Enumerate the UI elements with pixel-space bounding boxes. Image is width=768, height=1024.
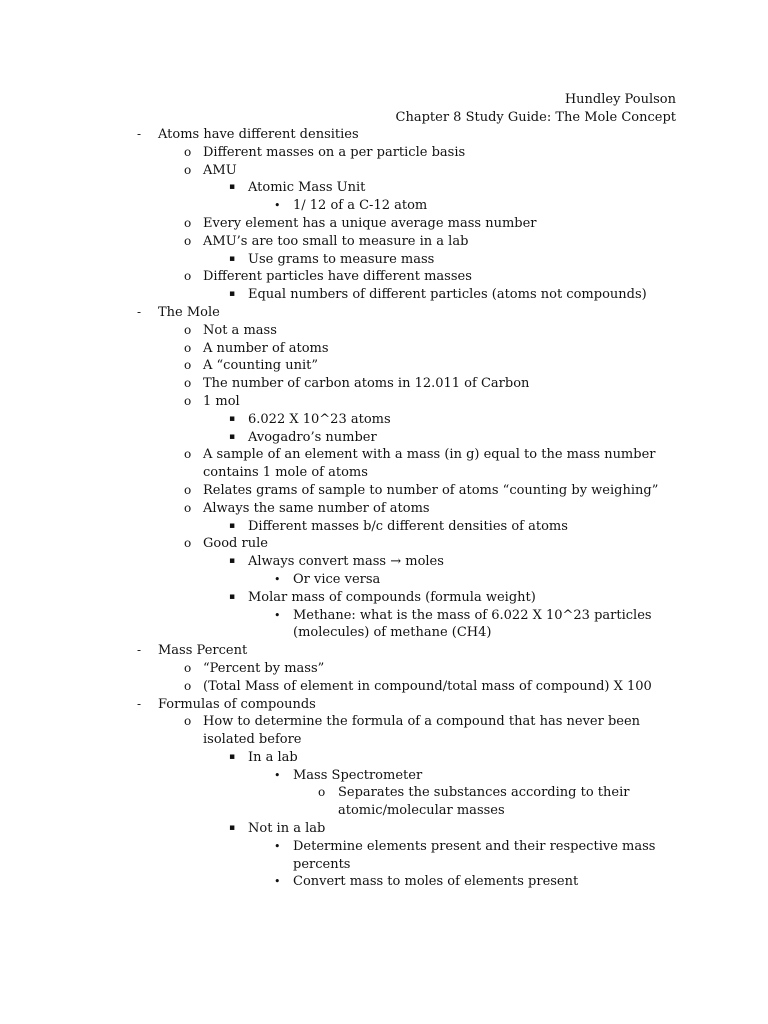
outline-item-level-2 — [0, 144, 768, 162]
outline-item-text: percents — [293, 856, 351, 872]
bullet-marker-icon: o — [184, 162, 192, 177]
bullet-marker-icon: ▪ — [229, 253, 236, 264]
outline-item-text: A number of atoms — [203, 340, 329, 356]
bullet-marker-icon: - — [137, 127, 142, 141]
bullet-marker-icon: o — [184, 215, 192, 230]
outline-item-text: In a lab — [248, 749, 298, 765]
outline-item-level-1 — [0, 126, 768, 144]
outline-item-level-4 — [0, 767, 768, 785]
outline-item-level-3 — [0, 251, 768, 269]
outline-item-level-2 — [0, 322, 768, 340]
outline-item-text: Relates grams of sample to number of atoms “counting by weighing” — [203, 482, 659, 498]
outline-item-text: Or vice versa — [293, 571, 381, 587]
outline-item-text: Different masses on a per particle basis — [203, 144, 466, 160]
bullet-marker-icon: o — [184, 340, 192, 355]
outline-item-level-2 — [0, 678, 768, 696]
outline-item-level-3 — [0, 179, 768, 197]
bullet-marker-icon: o — [184, 678, 192, 693]
bullet-marker-icon: • — [274, 572, 281, 586]
outline-item-text: Mass Percent — [158, 643, 248, 659]
bullet-marker-icon: ▪ — [229, 823, 236, 834]
outline-item-level-5 — [0, 784, 768, 802]
outline-item-text: Always the same number of atoms — [203, 500, 430, 516]
bullet-marker-icon: ▪ — [229, 591, 236, 602]
study-guide-outline — [0, 126, 768, 891]
bullet-marker-icon: o — [184, 660, 192, 675]
outline-item-level-2 — [0, 446, 768, 464]
bullet-marker-icon: ▪ — [229, 556, 236, 567]
outline-item-level-3 — [0, 589, 768, 607]
bullet-marker-icon: ▪ — [229, 182, 236, 193]
outline-item-text: Always convert mass → moles — [248, 554, 444, 570]
outline-item-text: How to determine the formula of a compound that has never been — [203, 714, 641, 730]
bullet-marker-icon: o — [184, 536, 192, 551]
bullet-marker-icon: o — [184, 269, 192, 284]
outline-item-level-2 — [0, 340, 768, 358]
outline-item-text: 1/ 12 of a C-12 atom — [293, 198, 428, 214]
bullet-marker-icon: o — [184, 482, 192, 497]
outline-item-level-3 — [0, 411, 768, 429]
outline-item-level-2 — [0, 233, 768, 251]
outline-item-text: isolated before — [203, 732, 302, 748]
bullet-marker-icon: • — [274, 199, 281, 213]
outline-item-text: A sample of an element with a mass (in g) equal to the mass number — [203, 447, 656, 463]
bullet-marker-icon: • — [274, 839, 281, 853]
outline-item-text: Formulas of compounds — [158, 696, 316, 712]
bullet-marker-icon: - — [137, 643, 142, 658]
author-name: Hundley Poulson — [564, 92, 676, 107]
outline-item-text: Molar mass of compounds (formula weight) — [248, 589, 536, 605]
document-header — [396, 91, 676, 126]
outline-item-continuation — [0, 624, 768, 642]
outline-item-continuation — [0, 802, 768, 820]
outline-item-text: Avogadro’s number — [248, 429, 377, 445]
outline-item-text: Good rule — [203, 536, 268, 552]
outline-item-level-4 — [0, 838, 768, 856]
outline-item-text: 6.022 X 10^23 atoms — [248, 411, 391, 427]
bullet-marker-icon: o — [184, 322, 192, 337]
outline-item-text: contains 1 mole of atoms — [203, 465, 368, 481]
bullet-marker-icon: • — [274, 768, 281, 782]
outline-item-text: Convert mass to moles of elements present — [293, 874, 579, 890]
outline-item-text: Different particles have different masses — [203, 269, 472, 285]
outline-item-level-4 — [0, 571, 768, 589]
outline-item-level-3 — [0, 429, 768, 447]
outline-item-level-3 — [0, 286, 768, 304]
outline-item-text: atomic/molecular masses — [338, 803, 505, 819]
outline-item-text: A “counting unit” — [203, 358, 319, 374]
bullet-marker-icon: o — [318, 785, 326, 800]
outline-item-level-3 — [0, 749, 768, 767]
outline-item-level-4 — [0, 873, 768, 891]
outline-item-level-2 — [0, 268, 768, 286]
bullet-marker-icon: o — [184, 714, 192, 729]
outline-item-text: Not a mass — [203, 322, 277, 338]
outline-item-level-1 — [0, 696, 768, 714]
outline-item-level-3 — [0, 820, 768, 838]
bullet-marker-icon: ▪ — [229, 413, 236, 424]
outline-item-text: Different masses b/c different densities of atoms — [248, 518, 568, 534]
outline-item-level-2 — [0, 500, 768, 518]
bullet-marker-icon: - — [137, 696, 142, 711]
bullet-marker-icon: • — [274, 608, 281, 622]
outline-item-text: Atoms have different densities — [158, 127, 359, 142]
outline-item-level-3 — [0, 518, 768, 536]
outline-item-level-1 — [0, 304, 768, 322]
bullet-marker-icon: - — [137, 304, 142, 319]
outline-item-level-2 — [0, 375, 768, 393]
outline-item-text: (Total Mass of element in compound/total mass of compound) X 100 — [203, 678, 652, 694]
outline-item-level-4 — [0, 197, 768, 215]
outline-item-text: Separates the substances according to their — [338, 785, 630, 801]
outline-item-continuation — [0, 731, 768, 749]
outline-item-level-4 — [0, 607, 768, 625]
outline-item-text: The number of carbon atoms in 12.011 of Carbon — [203, 376, 530, 392]
bullet-marker-icon: ▪ — [229, 520, 236, 531]
bullet-marker-icon: o — [184, 447, 192, 462]
outline-item-level-2 — [0, 162, 768, 180]
bullet-marker-icon: ▪ — [229, 751, 236, 762]
bullet-marker-icon: o — [184, 358, 192, 373]
outline-item-text: Every element has a unique average mass number — [203, 215, 537, 231]
outline-item-level-1 — [0, 642, 768, 660]
outline-item-text: Use grams to measure mass — [248, 251, 435, 267]
outline-item-continuation — [0, 464, 768, 482]
outline-item-text: “Percent by mass” — [203, 660, 325, 676]
outline-item-text: Methane: what is the mass of 6.022 X 10^23 particles — [293, 607, 652, 623]
bullet-marker-icon: o — [184, 376, 192, 391]
outline-item-level-3 — [0, 553, 768, 571]
outline-item-text: Mass Spectrometer — [293, 767, 423, 783]
outline-item-text: The Mole — [158, 304, 220, 320]
bullet-marker-icon: o — [184, 500, 192, 515]
document-title: Chapter 8 Study Guide: The Mole Concept — [395, 109, 676, 125]
outline-item-text: 1 mol — [203, 393, 240, 409]
outline-item-text: Determine elements present and their respective mass — [293, 838, 656, 854]
outline-item-text: Atomic Mass Unit — [248, 180, 366, 196]
bullet-marker-icon: • — [274, 875, 281, 889]
outline-item-level-2 — [0, 660, 768, 678]
outline-item-continuation — [0, 856, 768, 874]
outline-item-level-2 — [0, 713, 768, 731]
outline-item-level-2 — [0, 357, 768, 375]
outline-item-text: AMU’s are too small to measure in a lab — [203, 233, 469, 249]
outline-item-level-2 — [0, 215, 768, 233]
bullet-marker-icon: ▪ — [229, 431, 236, 442]
bullet-marker-icon: o — [184, 144, 192, 159]
outline-item-level-2 — [0, 535, 768, 553]
outline-item-text: AMU — [203, 162, 237, 178]
outline-item-text: Equal numbers of different particles (atoms not compounds) — [248, 287, 647, 303]
bullet-marker-icon: o — [184, 233, 192, 248]
outline-item-level-2 — [0, 393, 768, 411]
bullet-marker-icon: o — [184, 393, 192, 408]
outline-item-text: Not in a lab — [248, 821, 326, 837]
outline-item-level-2 — [0, 482, 768, 500]
outline-item-text: (molecules) of methane (CH4) — [293, 625, 492, 641]
bullet-marker-icon: ▪ — [229, 289, 236, 300]
